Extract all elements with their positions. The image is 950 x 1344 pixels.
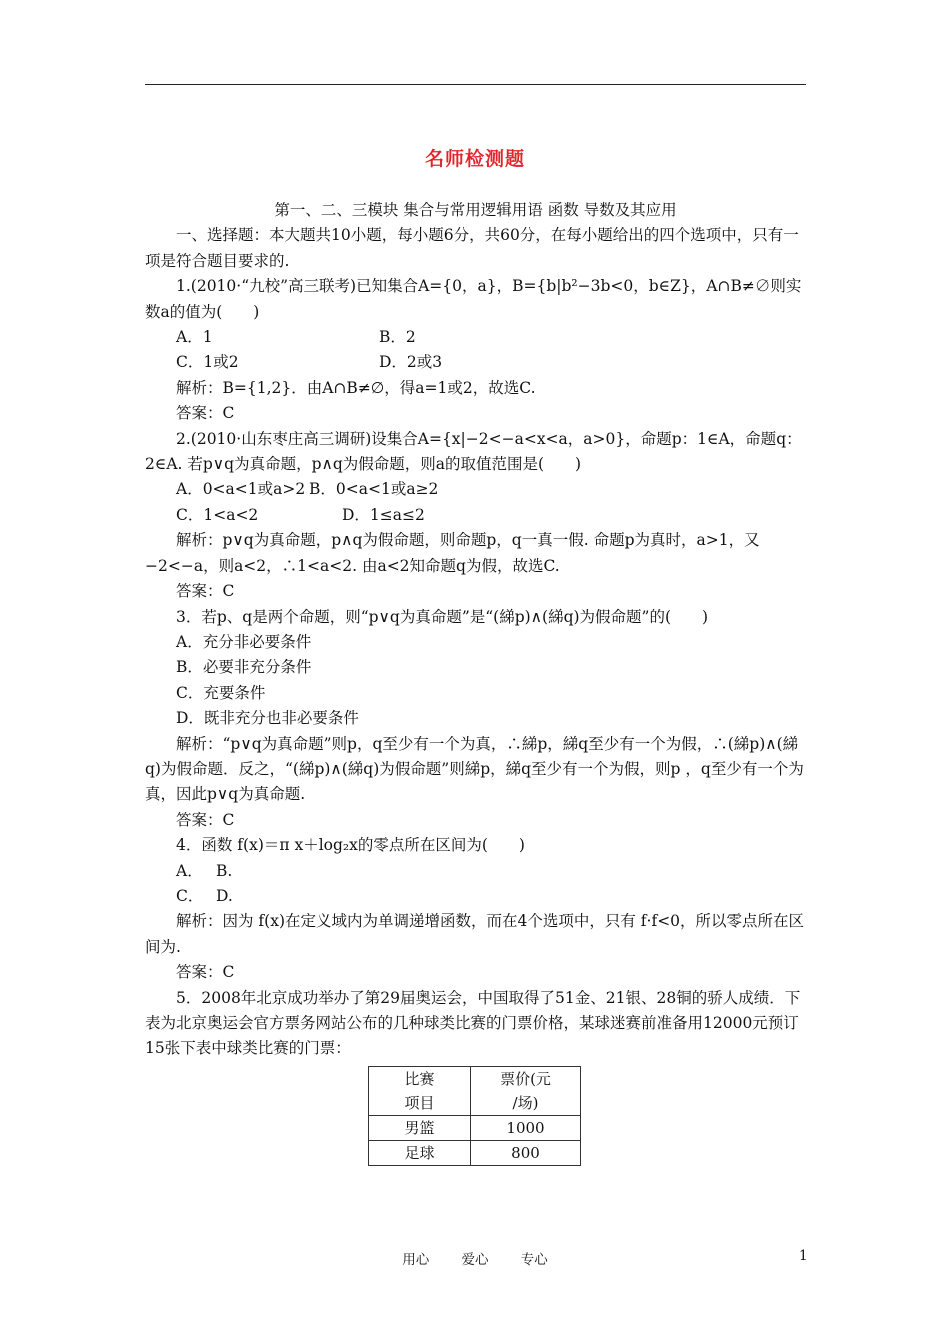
question-2-options-row-1	[145, 477, 806, 502]
option-c: C．	[176, 886, 204, 905]
question-1-analysis: 解析：B={1,2}．由A∩B≠∅，得a=1或2，故选C.	[176, 378, 536, 397]
footer-word: 用心	[402, 1252, 430, 1268]
question-3-stem: 3．若p、q是两个命题，则“p∨q为真命题”是“(綈p)∧(綈q)为假命题”的( )	[176, 607, 709, 626]
table-header-price: 票价(元 /场)	[471, 1066, 581, 1115]
footer-word: 爱心	[461, 1252, 489, 1268]
header-rule	[145, 84, 806, 85]
question-4-analysis: 解析：因为 f(x)在定义域内为单调递增函数，而在4个选项中，只有 f·f<0，所以零点所在区间为.	[145, 912, 805, 956]
option-a: A．充分非必要条件	[176, 632, 312, 651]
question-1-options-row-1	[145, 325, 806, 350]
option-d: D.	[216, 886, 233, 905]
option-b: B.	[216, 861, 233, 880]
ticket-price-table	[368, 1066, 581, 1166]
table-cell-price: 1000	[471, 1115, 581, 1140]
table-row	[369, 1140, 581, 1165]
option-a: A．1	[176, 328, 213, 347]
subtitle: 第一、二、三模块 集合与常用逻辑用语 函数 导数及其应用	[274, 201, 677, 219]
table-cell-price: 800	[471, 1140, 581, 1165]
table-header-row	[369, 1066, 581, 1115]
question-1-options-row-2	[145, 350, 806, 375]
option-b: B．2	[379, 328, 416, 347]
question-3-analysis: 解析：“p∨q为真命题”则p，q至少有一个为真，∴綈p，綈q至少有一个为假，∴(綈p)∧(綈q)为假命题．反之，“(綈p)∧(綈q)为假命题”则綈p，綈q至少有一个为假，则p ，q至少有一个为真，因此p∨q为真命题.	[145, 734, 804, 804]
table-cell-item: 足球	[369, 1140, 471, 1165]
question-4-stem: 4．函数 f(x)＝π x＋log₂x的零点所在区间为( )	[176, 836, 525, 855]
option-d: D．2或3	[379, 353, 443, 372]
table-header-item: 比赛 项目	[369, 1066, 471, 1115]
option-c: C．1<a<2	[176, 505, 259, 524]
option-a: A．0<a<1或a>2	[176, 480, 306, 499]
option-c: C．充要条件	[176, 683, 266, 702]
table-cell-item: 男篮	[369, 1115, 471, 1140]
question-4-answer: 答案：C	[176, 963, 235, 982]
question-4-options-row-2	[145, 884, 806, 909]
footer-word: 专心	[520, 1252, 548, 1268]
option-c: C．1或2	[176, 353, 239, 372]
option-d: D．1≤a≤2	[342, 505, 425, 524]
question-4-options-row-1	[145, 859, 806, 884]
question-2-options-row-2	[145, 503, 806, 528]
question-2-answer: 答案：C	[176, 582, 235, 601]
question-5-stem: 5．2008年北京成功举办了第29届奥运会，中国取得了51金、21银、28铜的骄人成绩．下表为北京奥运会官方票务网站公布的几种球类比赛的门票价格，某球迷赛前准备用12000元预订15张下表中球类比赛的门票：	[145, 988, 801, 1058]
question-2-stem: 2.(2010·山东枣庄高三调研)设集合A={x|−2<−a<x<a，a>0}，命题p：1∈A，命题q：2∈A. 若p∨q为真命题，p∧q为假命题，则a的取值范围是( )	[145, 429, 802, 474]
question-1-stem: 1.(2010·“九校”高三联考)已知集合A={0，a}，B={b|b²−3b<0，b∈Z}，A∩B≠∅则实数a的值为( )	[145, 277, 802, 321]
question-3-answer: 答案：C	[176, 810, 235, 829]
page-title: 名师检测题	[424, 148, 525, 170]
option-b: B．0<a<1或a≥2	[309, 480, 439, 499]
option-d: D．既非充分也非必要条件	[176, 709, 359, 728]
question-2-analysis: 解析：p∨q为真命题，p∧q为假命题，则命题p，q一真一假. 命题p为真时，a>1，又−2<−a，则a<2，∴1<a<2. 由a<2知命题q为假，故选C.	[145, 531, 760, 575]
document-body	[145, 198, 806, 1166]
option-b: B．必要非充分条件	[176, 658, 312, 677]
option-a: A．	[176, 861, 203, 880]
section-heading: 一、选择题：本大题共10小题，每小题6分，共60分，在每小题给出的四个选项中，只有一项是符合题目要求的.	[145, 226, 799, 270]
table-row	[369, 1115, 581, 1140]
question-1-answer: 答案：C	[176, 404, 235, 423]
page-number: 1	[799, 1248, 808, 1264]
